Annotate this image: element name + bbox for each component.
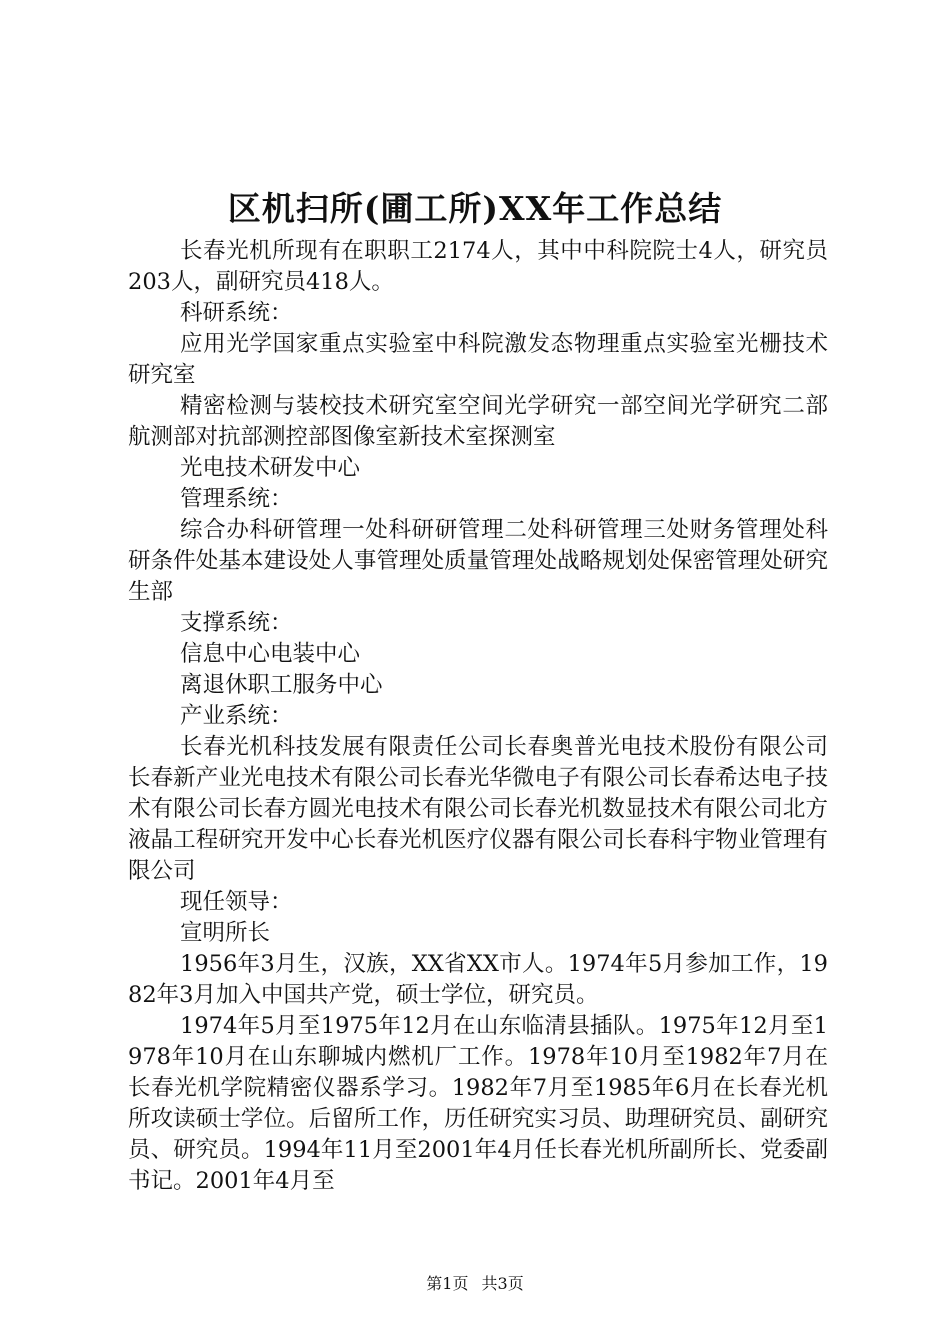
paragraph-director-name: 宣明所长 [180,920,271,946]
paragraph-support-retiree-center: 离退休职工服务中心 [180,672,383,698]
paragraph-leadership-heading: 现任领导： [180,889,293,915]
paragraph-director-bio: 1956年3月生，汉族，XX省XX市人。1974年5月参加工作，1982年3月加入中国共产党，硕士学位，研究员。 [128,951,828,1008]
paragraph-director-career: 1974年5月至1975年12月在山东临清县插队。1975年12月至1978年10月在山东聊城内燃机厂工作。1978年10月至1982年7月在长春光机学院精密仪器系学习。1982年7月至1985年6月在长春光机所攻读硕士学位。后留所工作，历任研究实习员、助理研究员、副研究员、研究员。1994年11月至2001年4月任长春光机所副所长、党委副书记。2001年4月至 [128,1013,828,1194]
page-footer [0,1274,950,1294]
paragraph-industry-heading: 产业系统： [180,703,293,729]
paragraph-research-heading: 科研系统： [180,300,293,326]
paragraph-research-labs: 应用光学国家重点实验室中科院激发态物理重点实验室光栅技术研究室 [128,331,828,388]
paragraph-management-offices: 综合办科研管理一处科研研管理二处科研管理三处财务管理处科研条件处基本建设处人事管理处质量管理处战略规划处保密管理处研究生部 [128,517,828,605]
document-title: 区机扫所(圃工所)XX年工作总结 [227,189,723,228]
paragraph-support-heading: 支撑系统： [180,610,293,636]
paragraph-management-heading: 管理系统： [180,486,293,512]
paragraph-research-departments: 精密检测与装校技术研究室空间光学研究一部空间光学研究二部航测部对抗部测控部图像室新技术室探测室 [128,393,828,450]
paragraph-industry-companies: 长春光机科技发展有限责任公司长春奥普光电技术股份有限公司长春新产业光电技术有限公司长春光华微电子有限公司长春希达电子技术有限公司长春方圆光电技术有限公司长春光机数显技术有限公司北方液晶工程研究开发中心长春光机医疗仪器有限公司长春科宇物业管理有限公司 [128,734,828,884]
page-number: 第1页 [426,1274,469,1293]
page-total: 共3页 [481,1274,524,1293]
paragraph-rd-center: 光电技术研发中心 [180,455,361,481]
paragraph-staff-summary: 长春光机所现有在职职工2174人，其中中科院院士4人，研究员203人，副研究员418人。 [128,238,828,295]
document-body [128,236,828,1197]
paragraph-support-info-center: 信息中心电装中心 [180,641,361,667]
